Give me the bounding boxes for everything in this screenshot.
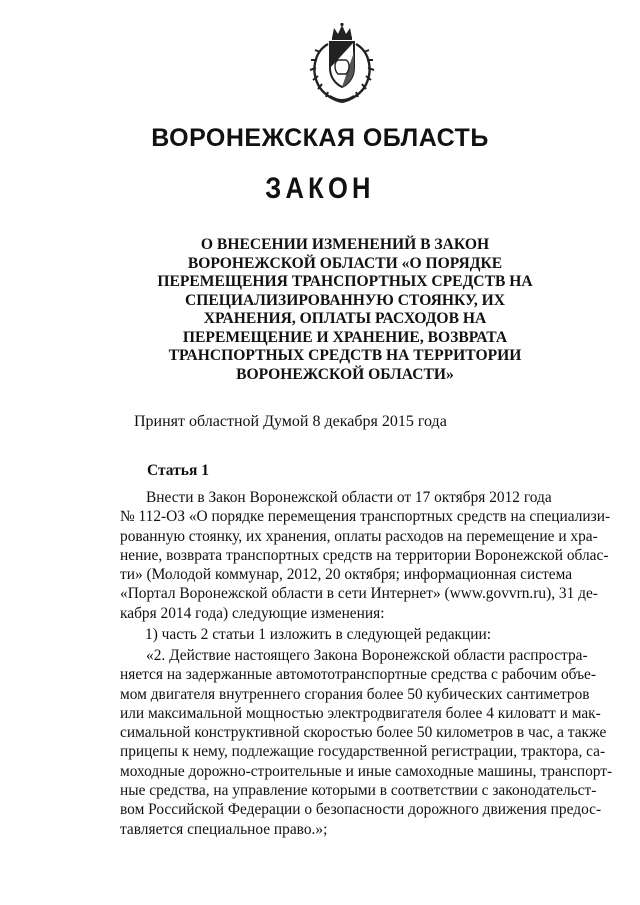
article-paragraph	[120, 488, 611, 623]
paragraph-line: няется на задержанные автомототранспортные средства с рабочим объе-	[120, 666, 596, 684]
paragraph-line: моходные дорожно-строительные и иные самоходные машины, транспорт-	[120, 762, 613, 780]
amendment-paragraph	[120, 646, 613, 839]
paragraph-line: ные средства, на управление которыми в соответствии с законодательст-	[120, 782, 597, 800]
paragraph-line: симальной конструктивной скоростью более 50 километров в час, а также	[120, 724, 607, 742]
paragraph-line: «2. Действие настоящего Закона Воронежской области распростра-	[146, 647, 588, 664]
adoption-date: Принят областной Думой 8 декабря 2015 года	[134, 413, 447, 430]
region-heading: ВОРОНЕЖСКАЯ ОБЛАСТЬ	[151, 124, 489, 152]
law-title-line: О ВНЕСЕНИИ ИЗМЕНЕНИЙ В ЗАКОН	[200, 236, 490, 253]
paragraph-line: прицепы к нему, подлежащие государственной регистрации, трактора, са-	[120, 743, 606, 761]
paragraph-line: № 112-ОЗ «О порядке перемещения транспортных средств на специализи-	[120, 508, 611, 526]
article-heading: Статья 1	[147, 462, 209, 479]
law-title-line: ВОРОНЕЖСКОЙ ОБЛАСТИ»	[236, 365, 454, 383]
paragraph-line: тавляется специальное право.»;	[120, 820, 328, 838]
paragraph-line: или максимальной мощностью электродвигателя более 4 киловатт и мак-	[120, 704, 601, 722]
paragraph-line: кабря 2014 года) следующие изменения:	[120, 604, 385, 622]
paragraph-line: «Портал Воронежской области в сети Интернет» (www.govvrn.ru), 31 де-	[120, 585, 598, 603]
law-title-line: ПЕРЕМЕЩЕНИЕ И ХРАНЕНИЕ, ВОЗВРАТА	[182, 328, 508, 346]
law-title-line: ТРАНСПОРТНЫХ СРЕДСТВ НА ТЕРРИТОРИИ	[168, 347, 522, 364]
law-title-line: СПЕЦИАЛИЗИРОВАННУЮ СТОЯНКУ, ИХ	[184, 291, 506, 309]
amendment-item: 1) часть 2 статьи 1 изложить в следующей редакции:	[145, 626, 492, 643]
paragraph-line: рованную стоянку, их хранения, оплаты расходов на перемещение и хра-	[120, 527, 598, 545]
law-title-line: ПЕРЕМЕЩЕНИЯ ТРАНСПОРТНЫХ СРЕДСТВ НА	[157, 273, 533, 290]
paragraph-line: Внести в Закон Воронежской области от 17 октября 2012 года	[146, 489, 552, 506]
law-title-line: ВОРОНЕЖСКОЙ ОБЛАСТИ «О ПОРЯДКЕ	[187, 254, 503, 272]
coat-of-arms-icon	[300, 22, 384, 106]
paragraph-line: нение, возврата транспортных средств на территории Воронежской облас-	[120, 546, 609, 564]
paragraph-line: мом двигателя внутреннего сгорания более 50 кубических сантиметров	[120, 685, 590, 703]
document-type-heading: ЗАКОН	[265, 172, 375, 205]
paragraph-line: ти» (Молодой коммунар, 2012, 20 октября; информационная система	[120, 566, 573, 584]
law-title	[150, 236, 540, 384]
paragraph-line: вом Российской Федерации о безопасности дорожного движения предос-	[120, 801, 602, 819]
law-title-line: ХРАНЕНИЯ, ОПЛАТЫ РАСХОДОВ НА	[203, 310, 487, 327]
